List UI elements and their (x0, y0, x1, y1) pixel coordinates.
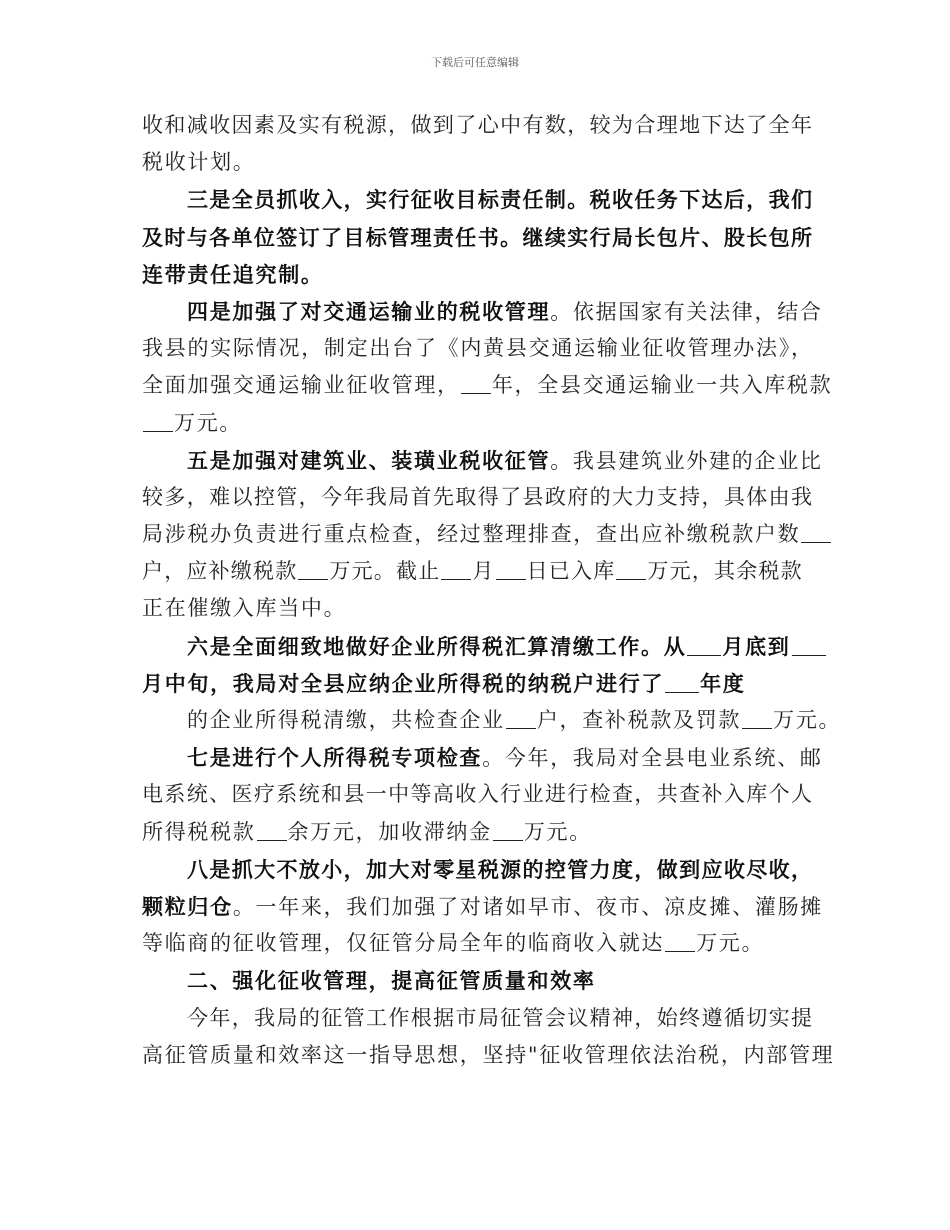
blank-field (257, 820, 287, 841)
text-line (142, 367, 833, 404)
bold-line: 八是抓大不放小，加大对零星税源的控管力度，做到应收尽收， (187, 856, 812, 882)
text-run: 所得税税款 (142, 819, 256, 844)
blank-field (461, 373, 491, 394)
blank-field (616, 559, 646, 580)
blank-field (665, 672, 699, 693)
text-run: 户，应补缴税款 (142, 559, 298, 584)
blank-field (298, 559, 328, 580)
bold-line: 三是全员抓收入，实行征收目标责任制。税收任务下达后，我们 (187, 187, 812, 213)
text-run: 万元。 (174, 410, 243, 435)
text-line (142, 925, 812, 962)
text-run: 万元。 (773, 708, 842, 732)
text-run: 的企业所得税清缴，共检查企业 (187, 708, 505, 732)
blank-field (143, 411, 173, 432)
text-line (142, 553, 812, 590)
text-run: 户，查补税款及罚款 (536, 708, 742, 732)
blank-field (687, 635, 721, 656)
blank-field (742, 708, 772, 729)
text-run: 万元，其余税款 (647, 559, 803, 584)
text-run: 年，全县交通运输业一共入库税款 (491, 373, 833, 398)
text-line: 收和减收因素及实有税源，做到了心中有数，较为合理地下达了全年 (142, 113, 812, 137)
blank-field (493, 820, 523, 841)
text-run: 局涉税办负责进行重点检查，经过整理排查，查出应补缴税款户数 (142, 522, 801, 547)
text-line: 高征管质量和效率这一指导思想，坚持"征收管理依法治税，内部管理 (142, 1042, 835, 1067)
text-line: 今年，我局的征管工作根据市局征管会议精神，始终遵循切实提 (187, 1005, 812, 1030)
text-run: 万元。截止 (329, 559, 441, 584)
document-body (142, 107, 842, 1074)
blank-field (665, 931, 695, 952)
text-line: 税收计划。 (142, 150, 256, 175)
text-run: 。今年，我局对全县电业系统、邮 (482, 746, 823, 771)
blank-field (801, 522, 831, 543)
text-run: 。一年来，我们加强了对诸如早市、夜市、凉皮摊、灌肠摊 (232, 894, 824, 919)
text-run: 月中旬，我局对全县应纳企业所得税的纳税户进行了 (142, 670, 665, 696)
text-run: 月底到 (722, 633, 791, 659)
bold-line (142, 628, 812, 665)
text-run: 月 (472, 559, 495, 584)
bold-phrase: 颗粒归仓 (142, 893, 233, 919)
text-line (142, 814, 812, 851)
text-run: 。依据国家有关法律，结合 (550, 299, 823, 324)
text-run: 年度 (700, 670, 746, 696)
page-header: 下载后可任意编辑 (431, 56, 519, 69)
text-line: 电系统、医疗系统和县一中等高收入行业进行检查，共查补入库个人 (142, 782, 812, 807)
text-line (142, 702, 842, 739)
blank-field (496, 559, 526, 580)
text-run: 日已入库 (526, 559, 616, 584)
text-line: 我县的实际情况，制定出台了《内黄县交通运输业征收管理办法》， (142, 336, 812, 361)
text-line (142, 405, 812, 442)
text-run: 万元。 (696, 931, 765, 956)
bold-phrase: 五是加强对建筑业、装璜业税收征管 (187, 447, 551, 473)
text-line: 正在催缴入库当中。 (142, 596, 347, 621)
text-run: 全面加强交通运输业征收管理， (142, 373, 460, 398)
text-line (142, 739, 823, 776)
blank-field (441, 559, 471, 580)
text-line (142, 888, 824, 925)
bold-phrase: 七是进行个人所得税专项检查 (187, 745, 483, 771)
blank-field (506, 708, 536, 729)
bold-line: 及时与各单位签订了目标管理责任书。继续实行局长包片、股长包所 (142, 224, 812, 250)
text-run: 六是全面细致地做好企业所得税汇算清缴工作。从 (187, 633, 687, 659)
text-run: 余万元，加收滞纳金 (287, 819, 492, 844)
text-run: 。我县建筑业外建的企业比 (550, 448, 823, 473)
bold-line: 连带责任追究制。 (142, 261, 324, 287)
text-line (142, 293, 823, 330)
blank-field (792, 635, 826, 656)
text-line (142, 516, 812, 553)
text-run: 等临商的征收管理，仅征管分局全年的临商收入就达 (142, 931, 665, 956)
bold-line (142, 665, 812, 702)
text-line (142, 442, 823, 479)
bold-phrase: 四是加强了对交通运输业的税收管理 (187, 298, 551, 324)
text-run: 万元。 (523, 819, 592, 844)
section-heading: 二、强化征收管理，提高征管质量和效率 (187, 968, 596, 994)
text-line: 较多，难以控管，今年我局首先取得了县政府的大力支持，具体由我 (142, 484, 812, 509)
